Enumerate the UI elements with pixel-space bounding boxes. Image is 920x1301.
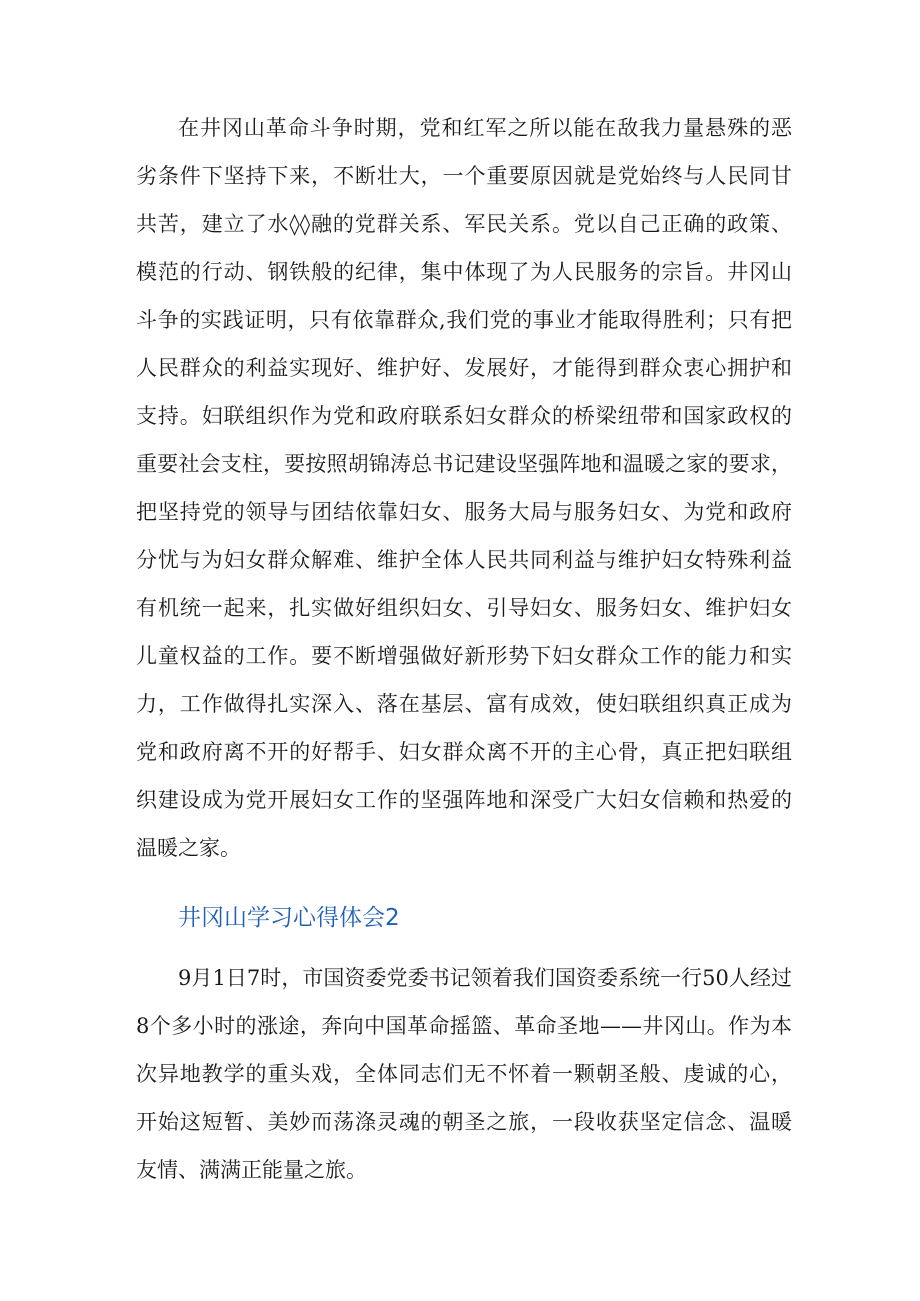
section-heading: 井冈山学习心得体会2 (178, 905, 400, 931)
paragraph-line: 有机统一起来，扎实做好组织妇女、引导妇女、服务妇女、维护妇女 (136, 596, 792, 620)
paragraph-line: 劣条件下坚持下来，不断壮大，一个重要原因就是党始终与人民同甘 (136, 164, 792, 188)
paragraph-line: 斗争的实践证明，只有依靠群众,我们党的事业才能取得胜利；只有把 (136, 308, 792, 332)
paragraph-line: 共苦，建立了水◊◊融的党群关系、军民关系。党以自己正确的政策、 (136, 212, 792, 236)
paragraph-line: 8个多小时的涨途，奔向中国革命摇篮、革命圣地——井冈山。作为本 (136, 1014, 792, 1038)
paragraph-line: 开始这短暂、美妙而荡涤灵魂的朝圣之旅，一段收获坚定信念、温暖 (136, 1110, 792, 1134)
paragraph-line: 温暖之家。 (136, 836, 241, 860)
paragraph-line: 分忧与为妇女群众解难、维护全体人民共同利益与维护妇女特殊利益 (136, 548, 792, 572)
paragraph-line: 重要社会支柱，要按照胡锦涛总书记建设坚强阵地和温暖之家的要求， (136, 452, 792, 476)
paragraph-1 (136, 104, 792, 872)
paragraph-line: 力，工作做得扎实深入、落在基层、富有成效，使妇联组织真正成为 (136, 692, 792, 716)
paragraph-line: 友情、满满正能量之旅。 (136, 1158, 367, 1182)
paragraph-line: 儿童权益的工作。要不断增强做好新形势下妇女群众工作的能力和实 (136, 644, 792, 668)
paragraph-line: 在井冈山革命斗争时期，党和红军之所以能在敌我力量悬殊的恶 (178, 116, 792, 140)
paragraph-line: 织建设成为党开展妇女工作的坚强阵地和深受广大妇女信赖和热爱的 (136, 788, 792, 812)
paragraph-line: 次异地教学的重头戏，全体同志们无不怀着一颗朝圣般、虔诚的心， (136, 1062, 792, 1086)
paragraph-line: 模范的行动、钢铁般的纪律，集中体现了为人民服务的宗旨。井冈山 (136, 260, 792, 284)
paragraph-2 (136, 954, 792, 1194)
paragraph-line: 党和政府离不开的好帮手、妇女群众离不开的主心骨，真正把妇联组 (136, 740, 792, 764)
paragraph-line: 把坚持党的领导与团结依靠妇女、服务大局与服务妇女、为党和政府 (136, 500, 792, 524)
paragraph-line: 支持。妇联组织作为党和政府联系妇女群众的桥梁纽带和国家政权的 (136, 404, 792, 428)
paragraph-line: 人民群众的利益实现好、维护好、发展好，才能得到群众衷心拥护和 (136, 356, 792, 380)
paragraph-line: 9月1日7时，市国资委党委书记领着我们国资委系统一行50人经过 (178, 966, 792, 990)
